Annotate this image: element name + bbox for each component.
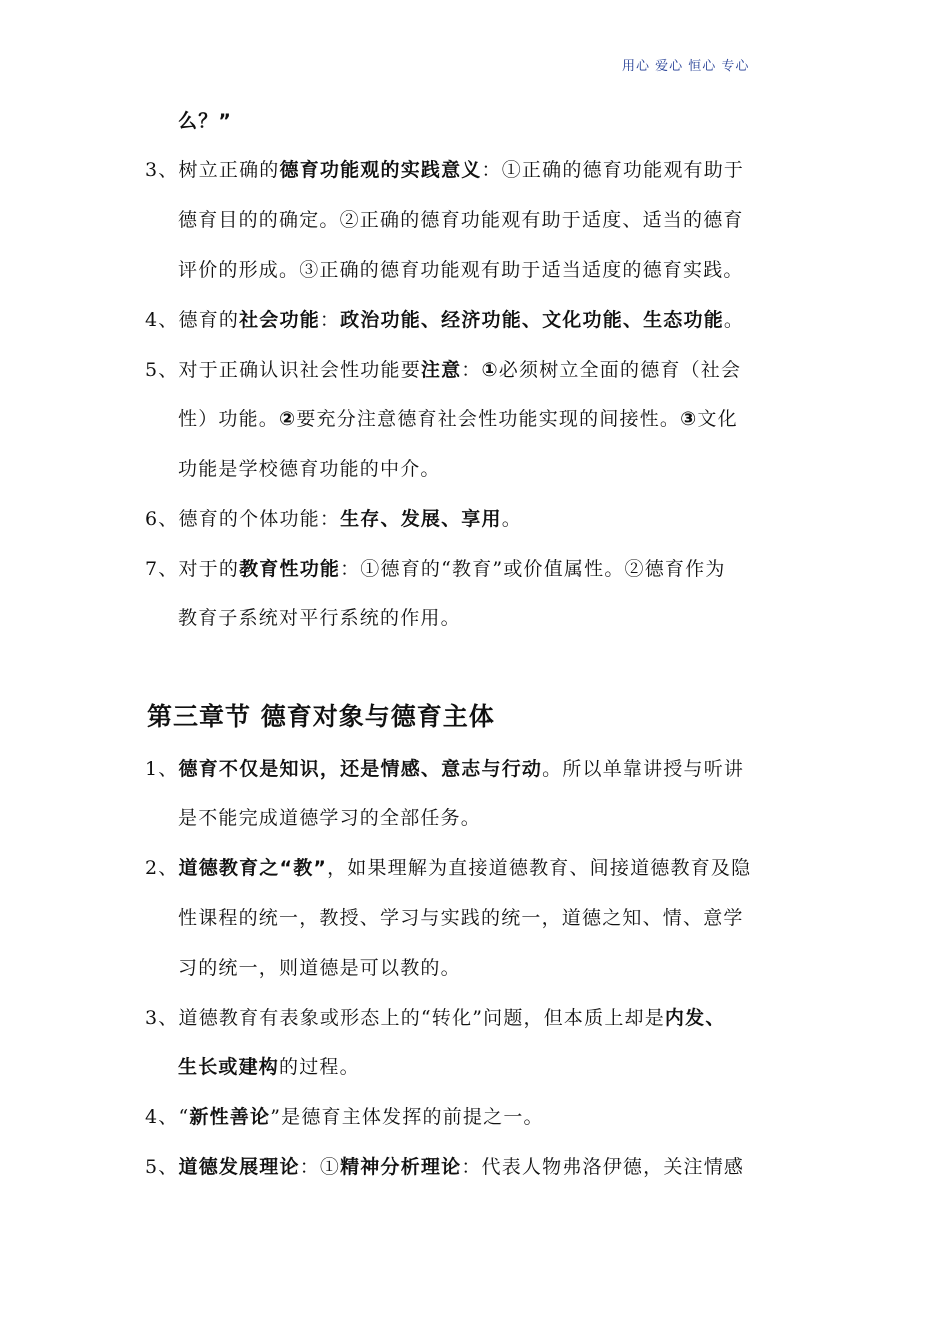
bold-text: 社会功能 [239,309,320,331]
text-span: 。 [723,309,745,331]
text-span: 。 [501,508,522,530]
text-line [145,855,751,881]
page-header-motto: 用心 爱心 恒心 专心 [622,59,750,74]
text-span: 性课程的统一，教授、学习与实践的统一，道德之知、情、意学 [178,907,744,929]
text-span: 的过程。 [279,1056,360,1078]
text-line [178,406,738,432]
text-span: 是不能完成道德学习的全部任务。 [178,807,482,829]
text-line [178,108,232,134]
text-span: 4、“ [145,1106,190,1128]
text-line [145,157,744,183]
bold-text: 德育功能观的实践意义 [279,159,482,181]
text-span: 。所以单靠讲授与听讲 [542,758,745,780]
bold-text: ② [279,408,297,430]
text-span: ： [319,309,341,331]
bold-text: 道德发展理论 [178,1156,300,1178]
text-line [145,1154,744,1180]
text-line [178,955,461,981]
bold-text: 道德教育之“教” [178,857,328,879]
text-span: 5、 [145,1156,179,1178]
text-line [145,1005,726,1031]
text-line [145,1104,544,1130]
text-span: 必须树立全面的德育（社会 [498,359,742,381]
bold-text: 生存、发展、享用 [340,508,502,530]
text-line [145,307,744,333]
bold-text: 教育性功能 [239,558,341,580]
text-line [178,905,744,931]
text-span: 4、德育的 [145,309,240,331]
text-span: 习的统一，则道德是可以教的。 [178,957,461,979]
text-span: 评价的形成。③正确的德育功能观有助于适当适度的德育实践。 [178,259,744,281]
text-span: 5、对于正确认识社会性功能要 [145,359,421,381]
text-span: 6、德育的个体功能： [145,508,341,530]
text-span: ，如果理解为直接道德教育、间接道德教育及隐 [327,857,752,879]
text-line [145,506,522,532]
bold-text: ① [481,359,499,381]
text-line [178,805,481,831]
text-span: 性）功能。 [178,408,280,430]
text-span: ：①正确的德育功能观有助于 [481,159,745,181]
text-span: ：①德育的“教育”或价值属性。②德育作为 [340,558,726,580]
text-span: ”是德育主体发挥的前提之一。 [270,1106,544,1128]
bold-text: 生长或建构 [178,1056,280,1078]
text-span: 要充分注意德育社会性功能实现的间接性。 [296,408,681,430]
bold-text: 新性善论 [189,1106,271,1128]
text-line [145,357,741,383]
bold-text: 内发、 [664,1007,726,1029]
text-span: ：代表人物弗洛伊德，关注情感 [461,1156,745,1178]
text-span: 3、道德教育有表象或形态上的“转化”问题，但本质上却是 [145,1007,665,1029]
bold-text: 德育不仅是知识，还是情感、意志与行动 [178,758,543,780]
text-line [178,1054,360,1080]
text-span: 1、 [145,758,179,780]
text-line [178,257,744,283]
text-span: ： [461,359,482,381]
text-line [178,456,441,482]
text-span: 文化 [697,408,738,430]
text-line [145,556,726,582]
text-span: 功能是学校德育功能的中介。 [178,458,441,480]
bold-text: 注意 [420,359,462,381]
section-heading: 第三章节 德育对象与德育主体 [147,702,495,731]
text-line [178,605,461,631]
bold-text: 么？” [178,110,233,132]
bold-text: 精神分析理论 [340,1156,462,1178]
text-line [145,756,744,782]
text-line [178,207,744,233]
text-span: 教育子系统对平行系统的作用。 [178,607,461,629]
text-span: ：① [299,1156,341,1178]
text-span: 3、树立正确的 [145,159,280,181]
bold-text: ③ [680,408,698,430]
text-span: 2、 [145,857,179,879]
text-span: 德育目的的确定。②正确的德育功能观有助于适度、适当的德育 [178,209,744,231]
text-span: 7、对于的 [145,558,240,580]
bold-text: 政治功能、经济功能、文化功能、生态功能 [340,309,724,331]
